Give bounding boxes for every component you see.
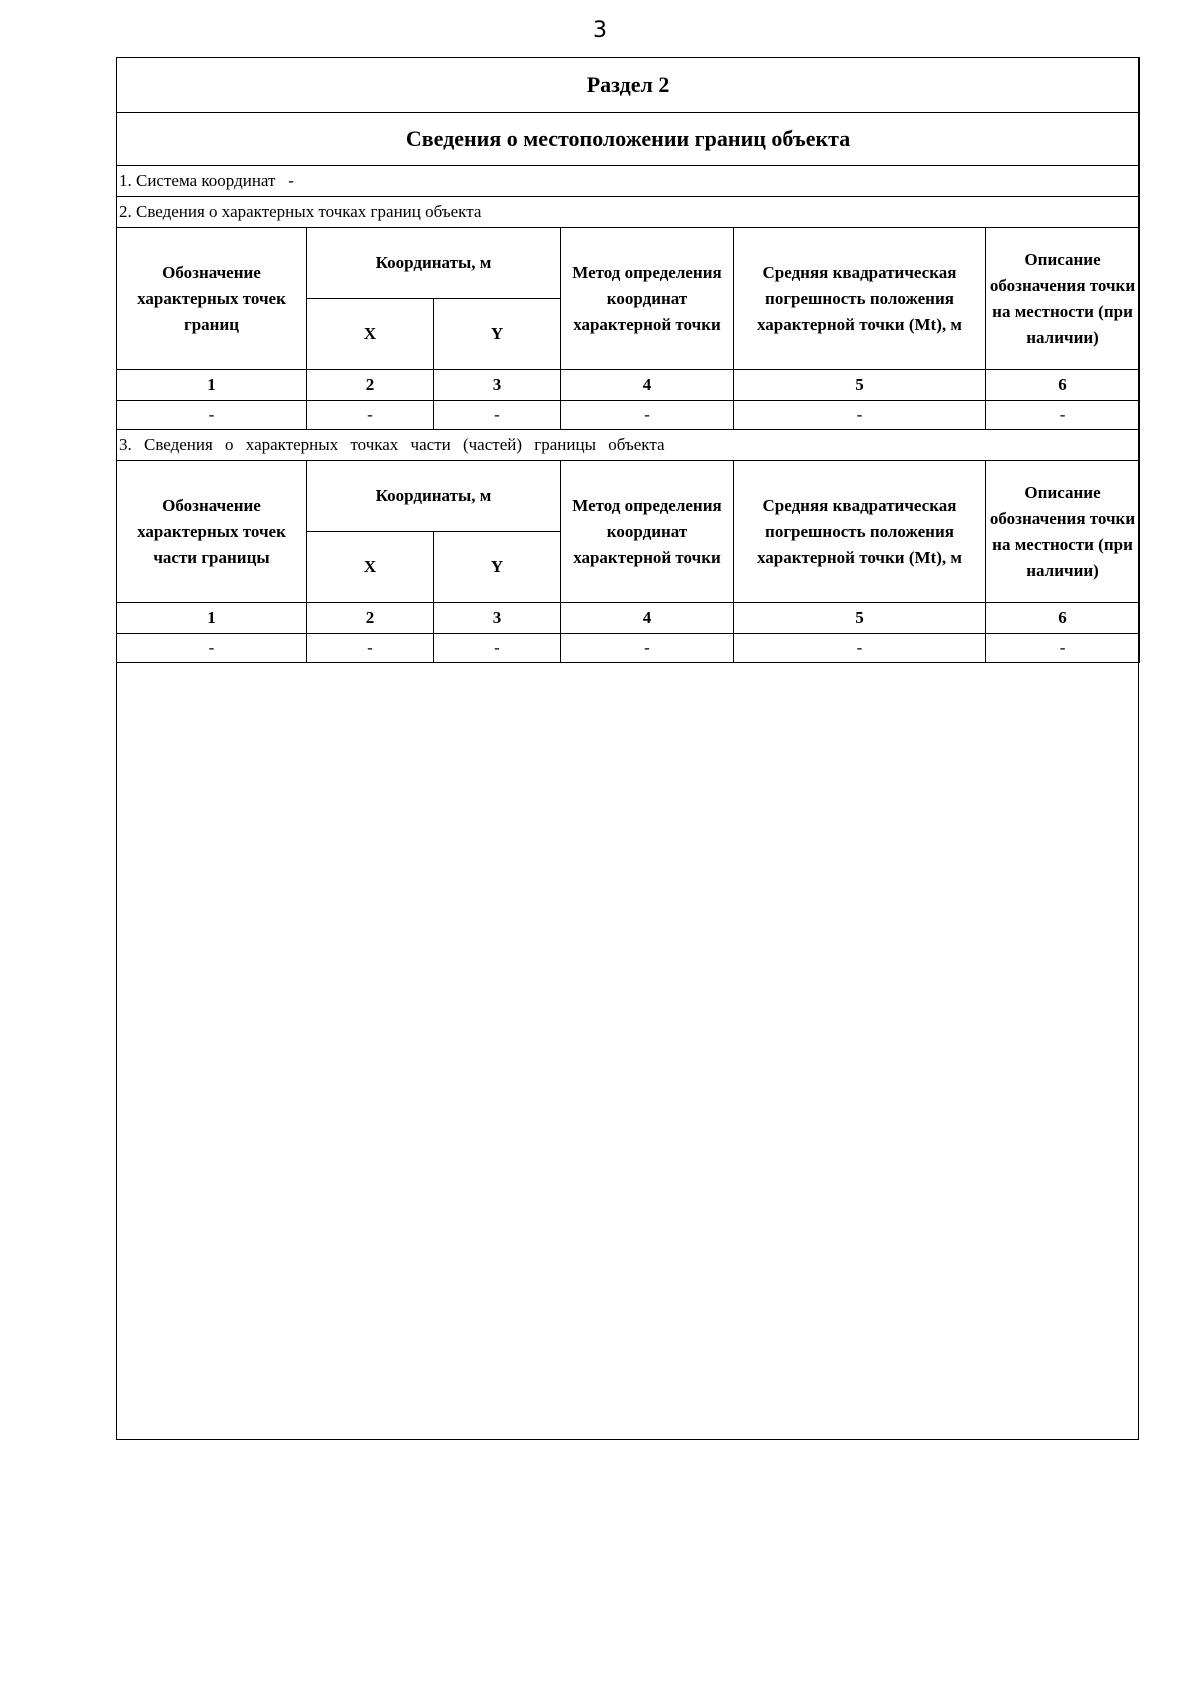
- part1-table-row: [117, 401, 1140, 430]
- part1-cell: -: [117, 401, 307, 430]
- part1-col-method: Метод определения координат характерной точки: [561, 228, 734, 370]
- part1-num: 5: [734, 370, 986, 401]
- part2-num: 1: [117, 603, 307, 634]
- part2-cell: -: [734, 634, 986, 663]
- part1-num: 3: [434, 370, 561, 401]
- part1-col-description: Описание обозначения точки на местности (при наличии): [986, 228, 1140, 370]
- part2-cell: -: [561, 634, 734, 663]
- part1-col-designation: Обозначение характерных точек границ: [117, 228, 307, 370]
- coordinate-system-line: 1. Система координат -: [117, 166, 1140, 197]
- part2-heading: 3. Сведения о характерных точках части (частей) границы объекта: [117, 430, 1140, 461]
- part1-col-x: X: [307, 299, 434, 370]
- part2-col-method: Метод определения координат характерной точки: [561, 461, 734, 603]
- part1-cell: -: [561, 401, 734, 430]
- part2-col-x: X: [307, 532, 434, 603]
- part1-col-error: Средняя квадратическая погрешность положения характерной точки (Mt), м: [734, 228, 986, 370]
- part2-num: 5: [734, 603, 986, 634]
- part2-col-description: Описание обозначения точки на местности (при наличии): [986, 461, 1140, 603]
- part2-col-y: Y: [434, 532, 561, 603]
- part1-col-y: Y: [434, 299, 561, 370]
- part1-col-coordinates: Координаты, м: [307, 228, 561, 299]
- part1-heading: 2. Сведения о характерных точках границ объекта: [117, 197, 1140, 228]
- part1-cell: -: [734, 401, 986, 430]
- part2-col-coordinates: Координаты, м: [307, 461, 561, 532]
- part2-col-error: Средняя квадратическая погрешность положения характерной точки (Mt), м: [734, 461, 986, 603]
- part1-cell: -: [434, 401, 561, 430]
- section-subtitle: Сведения о местоположении границ объекта: [117, 113, 1140, 166]
- section-table: [116, 57, 1140, 663]
- part1-cell: -: [307, 401, 434, 430]
- part2-num: 3: [434, 603, 561, 634]
- part1-num: 1: [117, 370, 307, 401]
- part1-num: 6: [986, 370, 1140, 401]
- part1-num: 2: [307, 370, 434, 401]
- part2-cell: -: [307, 634, 434, 663]
- part2-number-row: [117, 603, 1140, 634]
- part2-num: 2: [307, 603, 434, 634]
- section-title: Раздел 2: [117, 58, 1140, 113]
- part2-col-designation: Обозначение характерных точек части границы: [117, 461, 307, 603]
- part2-cell: -: [986, 634, 1140, 663]
- part2-table-row: [117, 634, 1140, 663]
- page-number: 3: [593, 18, 607, 43]
- part2-cell: -: [434, 634, 561, 663]
- part2-num: 6: [986, 603, 1140, 634]
- part1-num: 4: [561, 370, 734, 401]
- part2-num: 4: [561, 603, 734, 634]
- part1-number-row: [117, 370, 1140, 401]
- part1-cell: -: [986, 401, 1140, 430]
- part2-cell: -: [117, 634, 307, 663]
